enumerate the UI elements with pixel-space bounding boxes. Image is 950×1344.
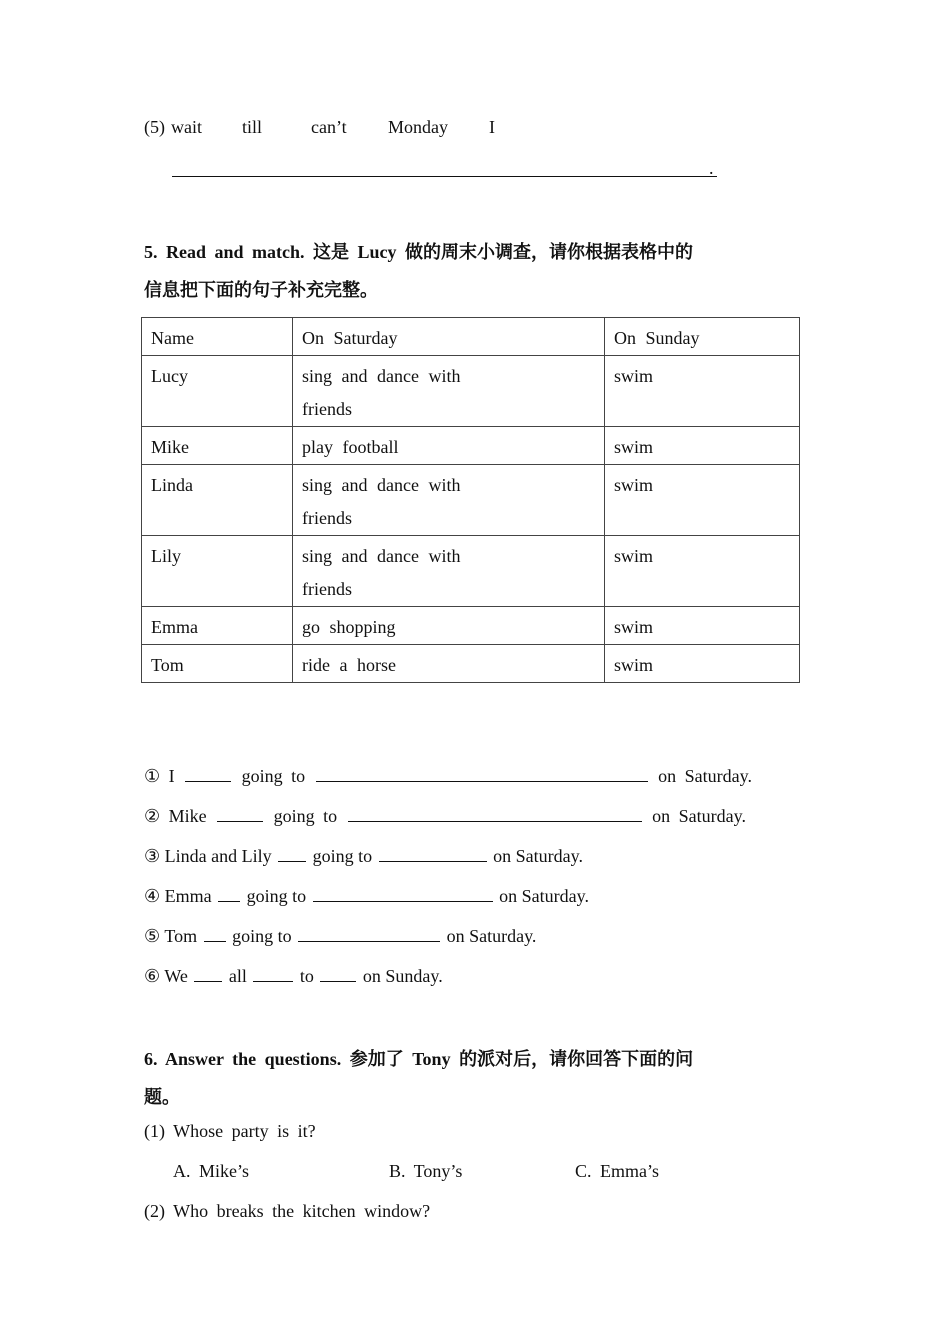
option-a[interactable]: A. Mike’s — [173, 1161, 249, 1181]
cell-saturday — [293, 356, 605, 427]
cell-name: Lucy — [142, 356, 293, 427]
cell-sunday: swim — [605, 465, 800, 536]
sentence-text: on Saturday. — [493, 846, 583, 866]
circled-number: ② — [144, 806, 161, 826]
fill-blank[interactable] — [348, 805, 642, 822]
cell-saturday: go shopping — [293, 607, 605, 645]
cell-saturday-line1: sing and dance with — [302, 366, 461, 386]
fill-blank[interactable] — [253, 965, 293, 982]
sentence-text: on Saturday. — [658, 766, 752, 786]
cell-name: Linda — [142, 465, 293, 536]
cell-saturday-line2: friends — [302, 579, 352, 599]
table-header-row — [142, 318, 800, 356]
cell-name: Tom — [142, 645, 293, 683]
circled-number: ⑤ — [144, 926, 161, 946]
header-name: Name — [142, 318, 293, 356]
fill-blank[interactable] — [298, 925, 440, 942]
section5-heading-en: 5. Read and match. — [144, 242, 305, 262]
cell-saturday — [293, 536, 605, 607]
sentence-text: going to — [246, 886, 307, 906]
sentence-text: Emma — [164, 886, 212, 906]
sentence-text: on Saturday. — [652, 806, 746, 826]
word-card: can’t — [311, 117, 347, 137]
fill-blank[interactable] — [218, 885, 240, 902]
cell-name: Emma — [142, 607, 293, 645]
option-b[interactable]: B. Tony’s — [389, 1161, 463, 1181]
circled-number: ① — [144, 766, 161, 786]
sentence-text: on Saturday. — [446, 926, 537, 946]
fill-blank[interactable] — [320, 965, 356, 982]
sentence-text: on Saturday. — [499, 886, 589, 906]
cell-sunday: swim — [605, 427, 800, 465]
sentence-text: all — [228, 966, 247, 986]
header-sunday: On Sunday — [605, 318, 800, 356]
cell-saturday-line1: sing and dance with — [302, 475, 461, 495]
circled-number: ④ — [144, 886, 161, 906]
cell-sunday: swim — [605, 356, 800, 427]
end-punctuation: . — [709, 158, 714, 178]
sentence-3 — [144, 845, 583, 867]
sentence-6 — [144, 965, 443, 987]
fill-blank[interactable] — [217, 805, 263, 822]
section5-heading-cn: 这是 Lucy 做的周末小调查，请你根据表格中的 — [313, 242, 694, 262]
word-card: Monday — [388, 117, 448, 137]
item-number: (5) — [144, 117, 165, 137]
sentence-2 — [144, 805, 746, 827]
fill-blank[interactable] — [204, 925, 226, 942]
sentence-4 — [144, 885, 589, 907]
word-card: wait — [171, 117, 202, 137]
sentence-text: on Sunday. — [362, 966, 443, 986]
answer-line[interactable] — [172, 176, 717, 177]
section6-heading-en: 6. Answer the questions. — [144, 1049, 342, 1069]
circled-number: ⑥ — [144, 966, 161, 986]
cell-name: Mike — [142, 427, 293, 465]
cell-saturday-line2: friends — [302, 399, 352, 419]
fill-blank[interactable] — [194, 965, 222, 982]
question-1: (1) Whose party is it? — [144, 1121, 316, 1141]
cell-saturday-line2: friends — [302, 508, 352, 528]
sentence-text: We — [164, 966, 188, 986]
fill-blank[interactable] — [379, 845, 487, 862]
sentence-text: going to — [312, 846, 373, 866]
sentence-text: to — [299, 966, 314, 986]
cell-sunday: swim — [605, 607, 800, 645]
section5-heading-cont: 信息把下面的句子补充完整。 — [144, 280, 378, 300]
fill-blank[interactable] — [185, 765, 231, 782]
word-card: till — [242, 117, 263, 137]
table-row — [142, 465, 800, 536]
sentence-text: Linda and Lily — [164, 846, 272, 866]
cell-saturday — [293, 465, 605, 536]
sentence-5 — [144, 925, 536, 947]
sentence-text: Mike — [168, 806, 207, 826]
option-c[interactable]: C. Emma’s — [575, 1161, 659, 1181]
cell-name: Lily — [142, 536, 293, 607]
header-saturday: On Saturday — [293, 318, 605, 356]
question-2: (2) Who breaks the kitchen window? — [144, 1201, 431, 1221]
sentence-1 — [144, 765, 752, 787]
sentence-text: going to — [273, 806, 338, 826]
fill-blank[interactable] — [313, 885, 493, 902]
word-card: I — [489, 117, 495, 137]
table-row — [142, 356, 800, 427]
section6-heading-cont: 题。 — [144, 1087, 180, 1107]
fill-blank[interactable] — [316, 765, 648, 782]
table-row — [142, 536, 800, 607]
table-row — [142, 607, 800, 645]
section6-heading-cn: 参加了 Tony 的派对后，请你回答下面的问 — [349, 1049, 694, 1069]
sentence-text: going to — [241, 766, 306, 786]
section6-heading — [144, 1045, 693, 1071]
section5-heading — [144, 238, 693, 264]
cell-sunday: swim — [605, 645, 800, 683]
fill-blank[interactable] — [278, 845, 306, 862]
sentence-text: I — [168, 766, 175, 786]
cell-saturday: play football — [293, 427, 605, 465]
circled-number: ③ — [144, 846, 161, 866]
survey-table — [141, 317, 800, 683]
sentence-text: going to — [232, 926, 292, 946]
table-row — [142, 427, 800, 465]
sentence-text: Tom — [164, 926, 198, 946]
cell-sunday: swim — [605, 536, 800, 607]
table-row — [142, 645, 800, 683]
cell-saturday: ride a horse — [293, 645, 605, 683]
cell-saturday-line1: sing and dance with — [302, 546, 461, 566]
